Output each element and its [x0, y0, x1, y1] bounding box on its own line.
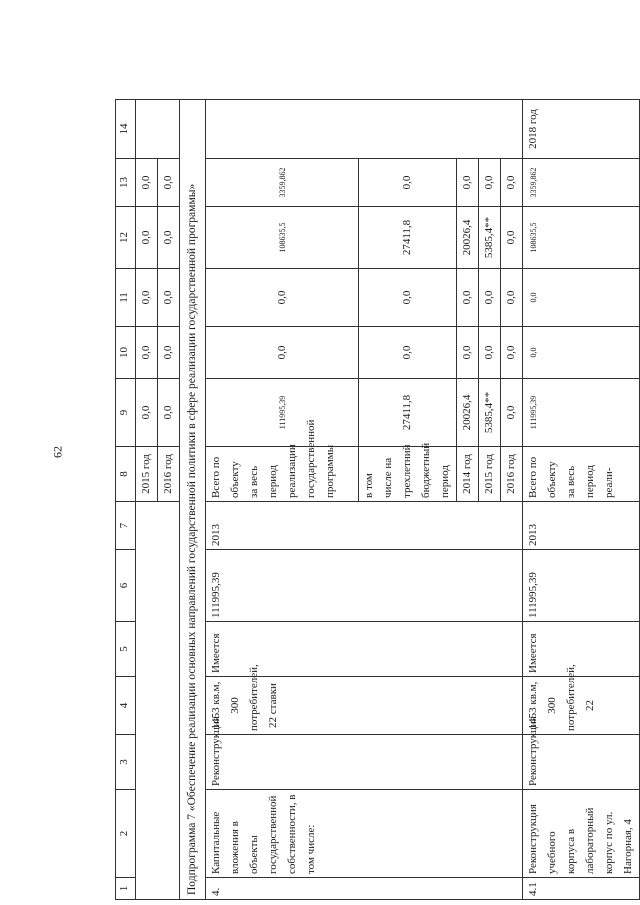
table-row: [206, 100, 359, 900]
period-label: в том числе на трехлетний бюджетный период: [359, 447, 457, 502]
completion-year: 2018 год: [523, 100, 640, 159]
value-cell: 0,0: [136, 159, 158, 207]
col-number: 11: [116, 269, 136, 327]
capacity: 1453 кв.м, 300 потребителей, 22 ставки: [206, 677, 523, 735]
value-cell: 0,0: [206, 269, 359, 327]
value-cell: 0,0: [523, 269, 640, 327]
col-number: 13: [116, 159, 136, 207]
value-cell: 0,0: [479, 327, 501, 379]
table-row: [523, 100, 640, 900]
col-number: 7: [116, 502, 136, 550]
row-number: 4.: [206, 878, 523, 900]
value-cell: 0,0: [501, 207, 523, 269]
empty-cell: [206, 100, 523, 159]
table-row: [136, 100, 158, 900]
estimated-cost: 111995,39: [206, 550, 523, 622]
value-cell: 27411,8: [359, 207, 457, 269]
column-number-row: [116, 100, 136, 900]
col-number: 3: [116, 735, 136, 790]
col-number: 10: [116, 327, 136, 379]
value-cell: 0,0: [479, 159, 501, 207]
value-cell: 108635,5: [206, 207, 359, 269]
col-number: 6: [116, 550, 136, 622]
estimated-cost: 111995,39: [523, 550, 640, 622]
value-cell: 0,0: [158, 327, 180, 379]
documentation: Имеется: [206, 622, 523, 677]
value-cell: 0,0: [136, 269, 158, 327]
period-label: Всего по объекту за весь период реали-: [523, 447, 640, 502]
value-cell: 3359,862: [523, 159, 640, 207]
value-cell: 0,0: [359, 159, 457, 207]
value-cell: 3359,862: [206, 159, 359, 207]
year-cell: 2015 год: [136, 447, 158, 502]
col-number: 14: [116, 100, 136, 159]
value-cell: 0,0: [457, 269, 479, 327]
value-cell: 0,0: [206, 327, 359, 379]
value-cell: 0,0: [359, 327, 457, 379]
value-cell: 111995,39: [206, 379, 359, 447]
col-number: 12: [116, 207, 136, 269]
work-type: Реконструкция: [523, 735, 640, 790]
value-cell: 0,0: [136, 379, 158, 447]
row-number: 4.1: [523, 878, 640, 900]
empty-cell: [136, 502, 180, 900]
object-name: Капитальные вложения в объекты государственной собственности, в том числе:: [206, 790, 523, 878]
value-cell: 0,0: [158, 379, 180, 447]
empty-cell: [136, 100, 180, 159]
subprogram-title: Подпрограмма 7 «Обеспечение реализации основных направлений государственной политики в сфере реализации государственной программы»: [180, 100, 206, 900]
year-cell: 2015 год: [479, 447, 501, 502]
start-year: 2013: [206, 502, 523, 550]
col-number: 8: [116, 447, 136, 502]
value-cell: 0,0: [523, 327, 640, 379]
col-number: 4: [116, 677, 136, 735]
value-cell: 108635,5: [523, 207, 640, 269]
value-cell: 0,0: [501, 269, 523, 327]
year-cell: 2016 год: [158, 447, 180, 502]
value-cell: 5385,4**: [479, 207, 501, 269]
documentation: Имеется: [523, 622, 640, 677]
value-cell: 0,0: [457, 159, 479, 207]
value-cell: 0,0: [136, 207, 158, 269]
period-label: Всего по объекту за весь период реализации государственной программы: [206, 447, 359, 502]
value-cell: 111995,39: [523, 379, 640, 447]
value-cell: 0,0: [136, 327, 158, 379]
col-number: 1: [116, 878, 136, 900]
value-cell: 20026,4: [457, 207, 479, 269]
value-cell: 0,0: [479, 269, 501, 327]
object-name: Реконструкция учебного корпуса в лабораторный корпус по ул. Нагорная, 4: [523, 790, 640, 878]
investment-table: [115, 99, 640, 900]
page-number: 62: [50, 446, 65, 458]
subprogram-row: [180, 100, 206, 900]
value-cell: 27411,8: [359, 379, 457, 447]
value-cell: 0,0: [158, 207, 180, 269]
work-type: Реконструкция: [206, 735, 523, 790]
start-year: 2013: [523, 502, 640, 550]
value-cell: 0,0: [501, 327, 523, 379]
capacity: 1453 кв.м, 300 потребителей, 22: [523, 677, 640, 735]
col-number: 2: [116, 790, 136, 878]
value-cell: 0,0: [501, 379, 523, 447]
value-cell: 0,0: [501, 159, 523, 207]
value-cell: 20026,4: [457, 379, 479, 447]
rotated-document-table: [115, 100, 634, 900]
value-cell: 0,0: [158, 159, 180, 207]
value-cell: 5385,4**: [479, 379, 501, 447]
value-cell: 0,0: [359, 269, 457, 327]
col-number: 5: [116, 622, 136, 677]
value-cell: 0,0: [158, 269, 180, 327]
year-cell: 2016 год: [501, 447, 523, 502]
year-cell: 2014 год: [457, 447, 479, 502]
value-cell: 0,0: [457, 327, 479, 379]
col-number: 9: [116, 379, 136, 447]
